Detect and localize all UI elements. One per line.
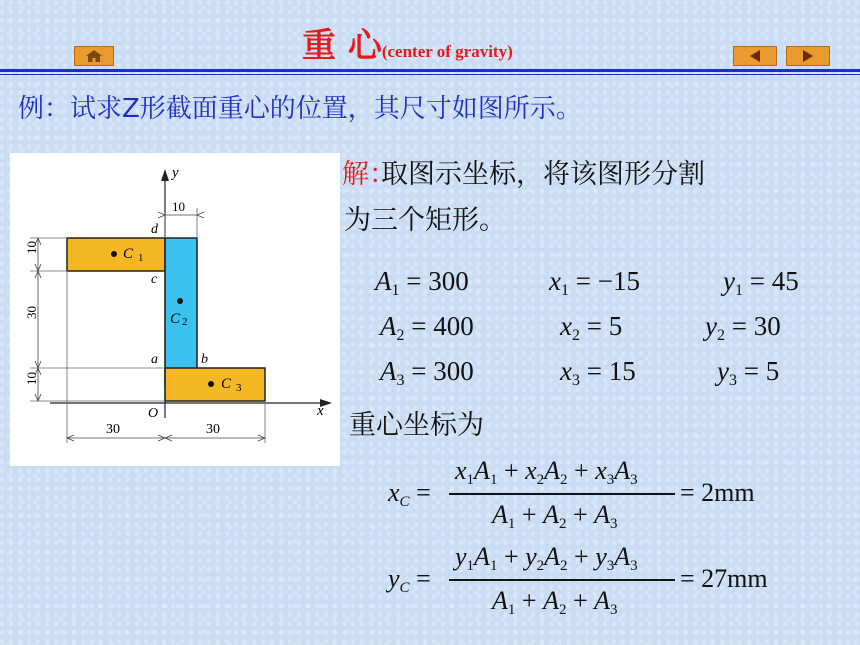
x-2: $x_2 = 5$ (560, 311, 623, 344)
home-icon (85, 49, 103, 63)
xc-fraction-bar (449, 493, 675, 495)
area-3: $A_3 = 300$ (380, 356, 474, 389)
origin-label: O (148, 406, 159, 421)
dim-left-mid-label: 30 (24, 306, 39, 319)
z-section-diagram (10, 153, 340, 466)
area-1: $A_1 = 300$ (375, 266, 469, 299)
centroid-c3-label: C (221, 376, 232, 392)
yc-result: = 27mm (680, 564, 768, 593)
y-3: $y_3 = 5$ (717, 356, 780, 389)
z-section-figure (10, 153, 340, 466)
point-d-label: d (151, 222, 158, 237)
x-3: $x_3 = 15$ (560, 356, 636, 389)
centroid-coordinates-label: 重心坐标为 (349, 410, 484, 441)
xc-lhs: $x_C$ = (388, 478, 431, 510)
y-2: $y_2 = 30$ (705, 311, 781, 344)
centroid-c2-sub: 2 (182, 316, 188, 328)
area-2: $A_2 = 400$ (380, 311, 474, 344)
next-button[interactable] (786, 46, 830, 66)
previous-button[interactable] (733, 46, 777, 66)
point-c-label: c (151, 272, 158, 287)
title-chinese: 重 心 (302, 26, 382, 66)
axis-y-label: y (172, 165, 179, 181)
y-1: $y_1 = 45$ (723, 266, 799, 299)
point-b-label: b (201, 352, 208, 367)
centroid-c3-sub: 3 (236, 382, 242, 394)
triangle-left-icon (747, 49, 763, 63)
xc-result: = 2mm (680, 478, 755, 507)
xc-numerator: $x_1A_1 + x_2A_2 + x_3A_3$ (455, 456, 638, 488)
yc-lhs: $y_C$ = (388, 564, 431, 596)
solution-text-line2: 为三个矩形。 (344, 205, 506, 236)
xc-denominator: $A_1 + A_2 + A_3$ (492, 500, 618, 532)
title-english: (center of gravity) (381, 42, 513, 61)
page-title (302, 18, 513, 67)
dim-left-top-label: 10 (24, 241, 39, 254)
home-button[interactable] (74, 46, 114, 66)
dim-left-bot-label: 10 (24, 372, 39, 385)
centroid-c1-sub: 1 (138, 252, 144, 264)
point-a-label: a (151, 352, 158, 367)
centroid-c1-label: C (123, 246, 134, 262)
yc-fraction-bar (449, 579, 675, 581)
yc-numerator: $y_1A_1 + y_2A_2 + y_3A_3$ (455, 542, 638, 574)
solution-text-line1: 取图示坐标，将该图形分割 (381, 159, 705, 190)
dim-bottom-right-label: 30 (206, 422, 220, 437)
centroid-c2-label: C (170, 311, 181, 327)
flange-bottom (165, 368, 265, 401)
yc-denominator: $A_1 + A_2 + A_3$ (492, 586, 618, 618)
x-1: $x_1 = -15$ (549, 266, 640, 299)
dim-bottom-left-label: 30 (106, 422, 120, 437)
triangle-right-icon (800, 49, 816, 63)
problem-statement: 例：试求Z形截面重心的位置，其尺寸如图所示。 (18, 94, 582, 124)
header-divider-thin (0, 74, 860, 75)
axis-x-label: x (317, 403, 324, 419)
dim-top-label: 10 (172, 199, 185, 214)
header-divider (0, 69, 860, 72)
solution-label: 解： (342, 159, 396, 190)
